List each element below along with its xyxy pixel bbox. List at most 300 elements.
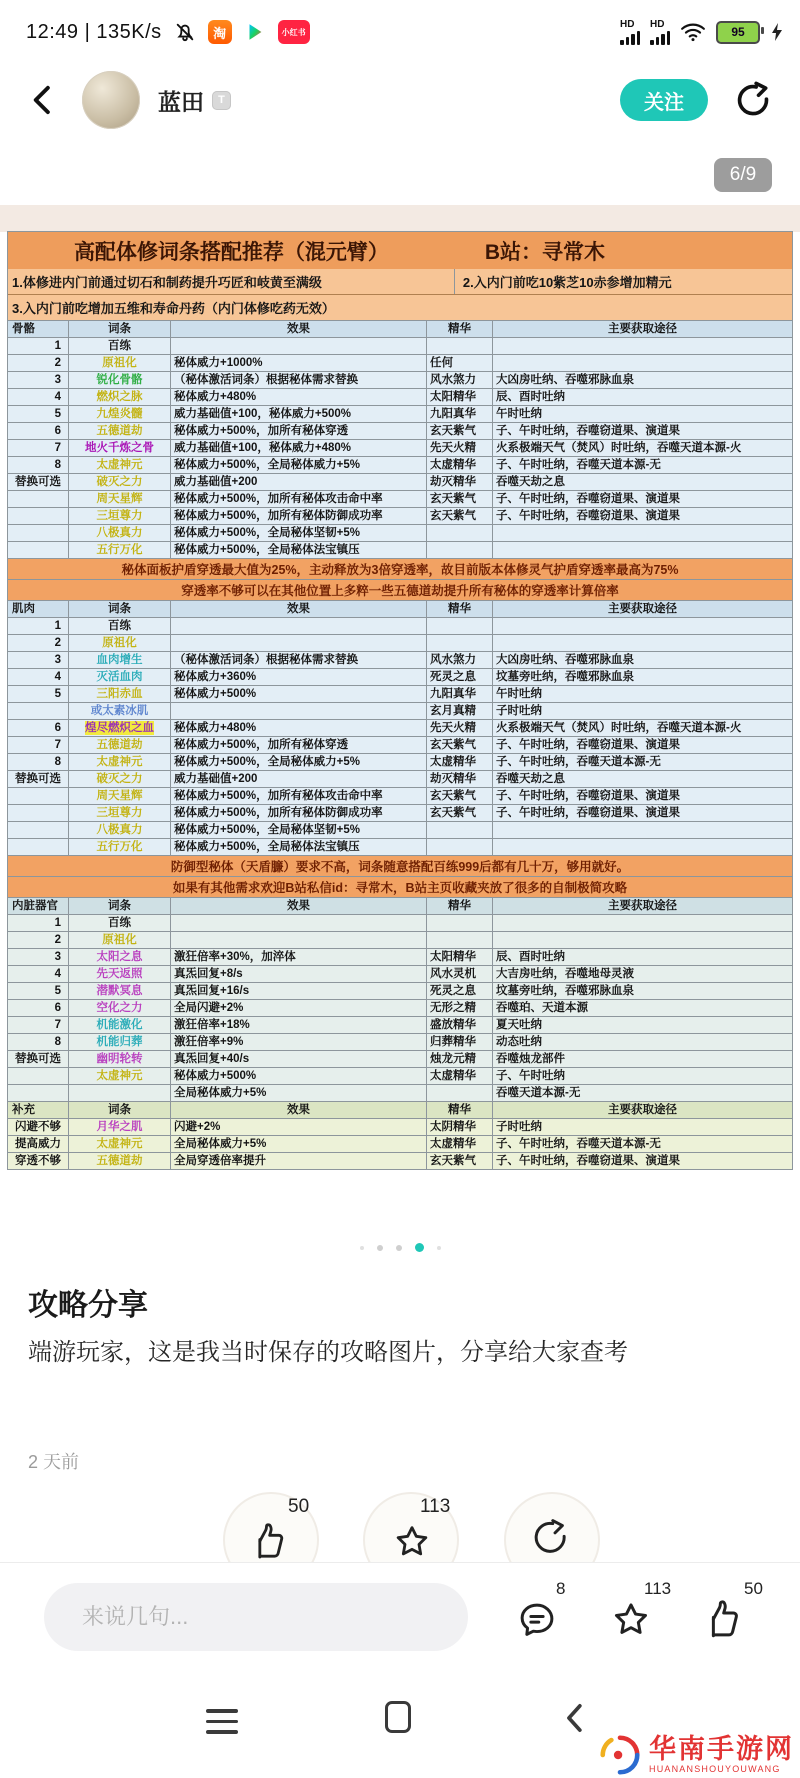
guide-title-row bbox=[8, 232, 792, 269]
row-effect: 秘体威力+360% bbox=[170, 668, 426, 685]
row-effect: 威力基础值+100，秘体威力+480% bbox=[170, 439, 426, 456]
table-row bbox=[8, 371, 792, 388]
row-term: 九煌炎髓 bbox=[68, 405, 170, 422]
row-essence: 太虚精华 bbox=[426, 1135, 492, 1152]
row-source bbox=[492, 634, 792, 651]
col-effect: 效果 bbox=[170, 600, 426, 617]
section-name: 补充 bbox=[8, 1101, 68, 1118]
row-effect: 秘体威力+500%，全局秘体法宝镇压 bbox=[170, 541, 426, 558]
taobao-app-icon: 淘 bbox=[208, 20, 232, 44]
table-row bbox=[8, 634, 792, 651]
row-label: 提高威力 bbox=[8, 1135, 68, 1152]
row-label: 8 bbox=[8, 456, 68, 473]
row-term: 锐化骨骼 bbox=[68, 371, 170, 388]
row-term bbox=[68, 1084, 170, 1101]
row-effect bbox=[170, 931, 426, 948]
row-essence: 玄天紫气 bbox=[426, 490, 492, 507]
row-label bbox=[8, 1067, 68, 1084]
row-essence: 盛放精华 bbox=[426, 1016, 492, 1033]
row-source: 大凶房吐纳、吞噬邪脉血泉 bbox=[492, 651, 792, 668]
row-source: 坟墓旁吐纳，吞噬邪脉血泉 bbox=[492, 982, 792, 999]
row-label: 8 bbox=[8, 1033, 68, 1050]
row-source: 子、午时吐纳，吞噬窃道果、演道果 bbox=[492, 804, 792, 821]
row-source: 吞噬珀、天道本源 bbox=[492, 999, 792, 1016]
row-effect: （秘体激活词条）根据秘体需求替换 bbox=[170, 371, 426, 388]
row-source: 动态吐纳 bbox=[492, 1033, 792, 1050]
row-term: 三垣尊力 bbox=[68, 804, 170, 821]
col-source: 主要获取途径 bbox=[492, 897, 792, 914]
row-label bbox=[8, 804, 68, 821]
row-term: 空化之力 bbox=[68, 999, 170, 1016]
row-term: 血肉增生 bbox=[68, 651, 170, 668]
row-term: 八极真力 bbox=[68, 821, 170, 838]
row-effect bbox=[170, 617, 426, 634]
guide-top-notes: 1.体修进内门前通过切石和制药提升巧匠和岐黄至满级 2.入内门前吃10紫芝10赤参增加精元 bbox=[8, 269, 792, 294]
row-effect: 秘体威力+500%，全局秘体坚韧+5% bbox=[170, 524, 426, 541]
pager-dot bbox=[437, 1246, 441, 1250]
row-essence: 太阴精华 bbox=[426, 1118, 492, 1135]
row-essence bbox=[426, 634, 492, 651]
table-row bbox=[8, 982, 792, 999]
row-effect: 秘体威力+500%，加所有秘体防御成功率 bbox=[170, 507, 426, 524]
row-term: 原祖化 bbox=[68, 634, 170, 651]
row-label bbox=[8, 507, 68, 524]
row-label: 6 bbox=[8, 422, 68, 439]
row-effect: 全局闪避+2% bbox=[170, 999, 426, 1016]
image-counter-badge: 6/9 bbox=[714, 158, 772, 192]
col-term: 词条 bbox=[68, 320, 170, 337]
guide-title-author: B站：寻常木 bbox=[484, 240, 606, 264]
row-term: 五德道劫 bbox=[68, 1152, 170, 1169]
row-term: 月华之肌 bbox=[68, 1118, 170, 1135]
table-row bbox=[8, 787, 792, 804]
row-essence: 无形之精 bbox=[426, 999, 492, 1016]
row-term: 地火千炼之骨 bbox=[68, 439, 170, 456]
follow-button[interactable]: 关注 bbox=[620, 79, 708, 121]
row-label: 6 bbox=[8, 999, 68, 1016]
back-button[interactable] bbox=[28, 83, 58, 117]
row-essence: 烛龙元精 bbox=[426, 1050, 492, 1067]
row-label: 2 bbox=[8, 931, 68, 948]
row-essence bbox=[426, 617, 492, 634]
row-term: 百练 bbox=[68, 914, 170, 931]
row-term: 燃炽之脉 bbox=[68, 388, 170, 405]
row-term: 机能归葬 bbox=[68, 1033, 170, 1050]
table-row bbox=[8, 821, 792, 838]
row-essence: 玄月真精 bbox=[426, 702, 492, 719]
post-title: 攻略分享 bbox=[28, 1289, 148, 1322]
row-label bbox=[8, 787, 68, 804]
col-essence: 精华 bbox=[426, 1101, 492, 1118]
table-section bbox=[8, 320, 792, 600]
row-essence bbox=[426, 541, 492, 558]
table-row bbox=[8, 405, 792, 422]
table-row bbox=[8, 490, 792, 507]
row-essence: 玄天紫气 bbox=[426, 804, 492, 821]
row-label bbox=[8, 490, 68, 507]
table-row bbox=[8, 456, 792, 473]
share-button[interactable] bbox=[734, 81, 772, 119]
row-essence bbox=[426, 1084, 492, 1101]
row-source: 吞噬天道本源-无 bbox=[492, 1084, 792, 1101]
row-effect: 秘体威力+500%，加所有秘体防御成功率 bbox=[170, 804, 426, 821]
col-term: 词条 bbox=[68, 600, 170, 617]
row-label: 3 bbox=[8, 948, 68, 965]
row-essence: 死灵之息 bbox=[426, 982, 492, 999]
row-label bbox=[8, 524, 68, 541]
col-term: 词条 bbox=[68, 1101, 170, 1118]
row-essence: 太虚精华 bbox=[426, 753, 492, 770]
row-source: 子、午时吐纳 bbox=[492, 1067, 792, 1084]
status-bar bbox=[26, 12, 784, 52]
row-term: 破灭之力 bbox=[68, 770, 170, 787]
section-note: 防御型秘体（天盾臁）要求不高，词条随意搭配百练999后都有几十万，够用就好。 bbox=[8, 855, 792, 876]
row-effect: 秘体威力+500% bbox=[170, 1067, 426, 1084]
row-effect: 秘体威力+500%，全局秘体法宝镇压 bbox=[170, 838, 426, 855]
row-source: 辰、酉时吐纳 bbox=[492, 948, 792, 965]
row-label: 3 bbox=[8, 371, 68, 388]
row-term: 灭活血肉 bbox=[68, 668, 170, 685]
nav-home-button[interactable] bbox=[385, 1701, 411, 1733]
row-effect: 威力基础值+200 bbox=[170, 770, 426, 787]
cell-signal-icon-2: HD bbox=[650, 20, 670, 45]
row-source: 吞噬天劫之息 bbox=[492, 473, 792, 490]
table-row bbox=[8, 702, 792, 719]
row-effect: 秘体威力+500%，加所有秘体攻击命中率 bbox=[170, 787, 426, 804]
row-label: 闪避不够 bbox=[8, 1118, 68, 1135]
comment-count: 8 bbox=[556, 1579, 566, 1598]
row-effect: 秘体威力+500%，加所有秘体攻击命中率 bbox=[170, 490, 426, 507]
nav-menu-button[interactable] bbox=[206, 1709, 238, 1741]
row-source: 火系极端天气（焚风）时吐纳，吞噬天道本源-火 bbox=[492, 439, 792, 456]
col-essence: 精华 bbox=[426, 600, 492, 617]
row-source: 辰、酉时吐纳 bbox=[492, 388, 792, 405]
row-term: 太阳之息 bbox=[68, 948, 170, 965]
row-essence: 风水煞力 bbox=[426, 651, 492, 668]
pager-dot bbox=[377, 1245, 383, 1251]
wifi-icon bbox=[680, 21, 706, 43]
row-source: 子、午时吐纳，吞噬窃道果、演道果 bbox=[492, 787, 792, 804]
battery-icon: 95 bbox=[716, 21, 760, 44]
like-count-bar: 50 bbox=[744, 1579, 763, 1598]
row-effect: 威力基础值+100，秘体威力+500% bbox=[170, 405, 426, 422]
table-row bbox=[8, 838, 792, 855]
row-source: 子、午时吐纳，吞噬窃道果、演道果 bbox=[492, 490, 792, 507]
thumb-up-icon[interactable] bbox=[249, 1522, 289, 1562]
collect-count-bar: 113 bbox=[644, 1579, 672, 1598]
row-term: 原祖化 bbox=[68, 354, 170, 371]
row-term: 五德道劫 bbox=[68, 422, 170, 439]
row-label: 5 bbox=[8, 405, 68, 422]
row-label: 7 bbox=[8, 736, 68, 753]
row-essence: 先天火精 bbox=[426, 719, 492, 736]
col-effect: 效果 bbox=[170, 897, 426, 914]
row-term: 周天星辉 bbox=[68, 787, 170, 804]
row-source: 子、午时吐纳，吞噬窃道果、演道果 bbox=[492, 422, 792, 439]
watermark bbox=[597, 1732, 794, 1778]
row-effect: 秘体威力+500% bbox=[170, 685, 426, 702]
row-essence: 风水煞力 bbox=[426, 371, 492, 388]
row-label bbox=[8, 821, 68, 838]
row-term: 百练 bbox=[68, 337, 170, 354]
row-label: 1 bbox=[8, 337, 68, 354]
post-timestamp: 2 天前 bbox=[28, 1452, 80, 1472]
username[interactable]: 蓝田 bbox=[158, 88, 204, 115]
table-row bbox=[8, 804, 792, 821]
row-label bbox=[8, 541, 68, 558]
star-icon-bar[interactable] bbox=[610, 1599, 652, 1641]
row-essence: 玄天紫气 bbox=[426, 1152, 492, 1169]
section-note: 秘体面板护盾穿透最大值为25%，主动释放为3倍穿透率，故目前版本体修灵气护盾穿透率最高为75% bbox=[8, 558, 792, 579]
row-essence: 任何 bbox=[426, 354, 492, 371]
row-effect: 真炁回复+16/s bbox=[170, 982, 426, 999]
table-row bbox=[8, 651, 792, 668]
row-source bbox=[492, 354, 792, 371]
row-source: 子时吐纳 bbox=[492, 1118, 792, 1135]
row-term: 三垣尊力 bbox=[68, 507, 170, 524]
nav-back-button[interactable] bbox=[562, 1701, 588, 1735]
star-icon[interactable] bbox=[392, 1522, 432, 1562]
section-header-row bbox=[8, 897, 792, 914]
avatar[interactable] bbox=[82, 71, 140, 129]
table-section bbox=[8, 897, 792, 1101]
table-row bbox=[8, 1067, 792, 1084]
row-essence bbox=[426, 914, 492, 931]
row-source: 午时吐纳 bbox=[492, 685, 792, 702]
table-sections bbox=[8, 320, 792, 1169]
table-row bbox=[8, 736, 792, 753]
row-effect bbox=[170, 634, 426, 651]
row-effect: 秘体威力+500%，全局秘体威力+5% bbox=[170, 456, 426, 473]
row-term: 百练 bbox=[68, 617, 170, 634]
table-row bbox=[8, 1118, 792, 1135]
row-term: 五行万化 bbox=[68, 838, 170, 855]
guide-image[interactable] bbox=[7, 231, 793, 1170]
row-label: 8 bbox=[8, 753, 68, 770]
table-row bbox=[8, 1084, 792, 1101]
collect-count: 113 bbox=[420, 1496, 451, 1517]
row-effect: 秘体威力+500%，全局秘体威力+5% bbox=[170, 753, 426, 770]
table-row bbox=[8, 524, 792, 541]
table-row bbox=[8, 439, 792, 456]
row-label: 2 bbox=[8, 634, 68, 651]
row-label: 7 bbox=[8, 439, 68, 456]
table-row bbox=[8, 422, 792, 439]
row-label: 4 bbox=[8, 668, 68, 685]
row-term: 原祖化 bbox=[68, 931, 170, 948]
row-source: 大凶房吐纳、吞噬邪脉血泉 bbox=[492, 371, 792, 388]
table-section bbox=[8, 1101, 792, 1169]
row-effect bbox=[170, 914, 426, 931]
row-term: 破灭之力 bbox=[68, 473, 170, 490]
table-row bbox=[8, 770, 792, 787]
row-essence: 风水灵机 bbox=[426, 965, 492, 982]
row-effect: 激狂倍率+18% bbox=[170, 1016, 426, 1033]
row-label: 2 bbox=[8, 354, 68, 371]
row-source: 火系极端天气（焚风）时吐纳，吞噬天道本源-火 bbox=[492, 719, 792, 736]
row-effect: 秘体威力+480% bbox=[170, 388, 426, 405]
col-source: 主要获取途径 bbox=[492, 1101, 792, 1118]
guide-title: 高配体修词条搭配推荐（混元臂） bbox=[73, 240, 389, 264]
comment-input[interactable] bbox=[80, 1603, 424, 1631]
row-label bbox=[8, 702, 68, 719]
comment-bubble-icon[interactable] bbox=[516, 1599, 558, 1641]
pager-dot bbox=[360, 1246, 364, 1250]
row-effect: 秘体威力+500%，全局秘体坚韧+5% bbox=[170, 821, 426, 838]
row-source: 子、午时吐纳，吞噬天道本源-无 bbox=[492, 456, 792, 473]
row-effect: 激狂倍率+9% bbox=[170, 1033, 426, 1050]
row-source: 子、午时吐纳，吞噬窃道果、演道果 bbox=[492, 1152, 792, 1169]
row-term: 八极真力 bbox=[68, 524, 170, 541]
row-term: 五德道劫 bbox=[68, 736, 170, 753]
row-label: 5 bbox=[8, 982, 68, 999]
row-label: 替换可选 bbox=[8, 473, 68, 490]
row-term: 太虚神元 bbox=[68, 1067, 170, 1084]
row-source bbox=[492, 821, 792, 838]
col-effect: 效果 bbox=[170, 320, 426, 337]
table-row bbox=[8, 1135, 792, 1152]
row-essence bbox=[426, 821, 492, 838]
post-body: 端游玩家，这是我当时保存的攻略图片，分享给大家查考 bbox=[28, 1339, 628, 1366]
row-source: 子、午时吐纳，吞噬天道本源-无 bbox=[492, 753, 792, 770]
row-term: 幽明轮转 bbox=[68, 1050, 170, 1067]
row-essence bbox=[426, 931, 492, 948]
row-term: 太虚神元 bbox=[68, 1135, 170, 1152]
row-label bbox=[8, 838, 68, 855]
row-effect: 全局秘体威力+5% bbox=[170, 1084, 426, 1101]
section-header-row bbox=[8, 320, 792, 337]
col-source: 主要获取途径 bbox=[492, 320, 792, 337]
table-row bbox=[8, 668, 792, 685]
section-name: 骨骼 bbox=[8, 320, 68, 337]
table-row bbox=[8, 354, 792, 371]
row-term: 机能激化 bbox=[68, 1016, 170, 1033]
table-row bbox=[8, 914, 792, 931]
row-source: 子时吐纳 bbox=[492, 702, 792, 719]
section-header-row bbox=[8, 600, 792, 617]
section-name: 肌肉 bbox=[8, 600, 68, 617]
video-play-app-icon bbox=[244, 21, 266, 43]
row-effect: 秘体威力+480% bbox=[170, 719, 426, 736]
row-label: 5 bbox=[8, 685, 68, 702]
row-term: 潜默冥息 bbox=[68, 982, 170, 999]
table-row bbox=[8, 948, 792, 965]
watermark-name: 华南手游网 bbox=[649, 1733, 794, 1764]
row-term: 三阳赤血 bbox=[68, 685, 170, 702]
row-source bbox=[492, 541, 792, 558]
xiaohongshu-app-icon: 小红书 bbox=[278, 20, 310, 44]
row-label: 6 bbox=[8, 719, 68, 736]
col-effect: 效果 bbox=[170, 1101, 426, 1118]
row-source: 子、午时吐纳，吞噬窃道果、演道果 bbox=[492, 507, 792, 524]
row-effect: （秘体激活词条）根据秘体需求替换 bbox=[170, 651, 426, 668]
row-source: 大吉房吐纳，吞噬地母灵液 bbox=[492, 965, 792, 982]
guide-top-note-3: 3.入内门前吃增加五维和寿命丹药（内门体修吃药无效） bbox=[8, 294, 792, 320]
row-label: 4 bbox=[8, 388, 68, 405]
row-effect bbox=[170, 702, 426, 719]
row-essence: 玄天紫气 bbox=[426, 422, 492, 439]
charging-bolt-icon bbox=[770, 22, 784, 42]
row-essence: 玄天紫气 bbox=[426, 507, 492, 524]
like-count: 50 bbox=[288, 1496, 310, 1517]
row-essence: 玄天紫气 bbox=[426, 736, 492, 753]
pager-dot-active bbox=[415, 1243, 424, 1252]
row-label: 3 bbox=[8, 651, 68, 668]
row-essence: 太阳精华 bbox=[426, 948, 492, 965]
watermark-logo-icon bbox=[597, 1732, 643, 1778]
comment-input-pill[interactable] bbox=[44, 1583, 468, 1651]
row-effect: 秘体威力+500%，加所有秘体穿透 bbox=[170, 422, 426, 439]
row-source bbox=[492, 617, 792, 634]
row-source: 子、午时吐纳，吞噬天道本源-无 bbox=[492, 1135, 792, 1152]
table-row bbox=[8, 719, 792, 736]
row-term: 太虚神元 bbox=[68, 456, 170, 473]
cell-signal-icon-1: HD bbox=[620, 20, 640, 45]
row-essence: 归葬精华 bbox=[426, 1033, 492, 1050]
row-effect: 真炁回复+40/s bbox=[170, 1050, 426, 1067]
row-effect: 激狂倍率+30%，加淬体 bbox=[170, 948, 426, 965]
row-label: 1 bbox=[8, 617, 68, 634]
row-effect bbox=[170, 337, 426, 354]
thumb-up-icon-bar[interactable] bbox=[702, 1599, 744, 1641]
table-row bbox=[8, 507, 792, 524]
table-row bbox=[8, 685, 792, 702]
row-effect: 真炁回复+8/s bbox=[170, 965, 426, 982]
row-effect: 威力基础值+200 bbox=[170, 473, 426, 490]
row-essence: 劫灭精华 bbox=[426, 770, 492, 787]
row-source: 夏天吐纳 bbox=[492, 1016, 792, 1033]
col-source: 主要获取途径 bbox=[492, 600, 792, 617]
row-source bbox=[492, 524, 792, 541]
table-row bbox=[8, 753, 792, 770]
row-effect: 闪避+2% bbox=[170, 1118, 426, 1135]
row-term: 煌尽燃炽之血 bbox=[68, 719, 170, 736]
row-essence: 玄天紫气 bbox=[426, 787, 492, 804]
row-source bbox=[492, 914, 792, 931]
row-label: 穿透不够 bbox=[8, 1152, 68, 1169]
table-row bbox=[8, 1016, 792, 1033]
row-source bbox=[492, 337, 792, 354]
table-row bbox=[8, 1050, 792, 1067]
row-term: 五行万化 bbox=[68, 541, 170, 558]
table-row bbox=[8, 1033, 792, 1050]
table-row bbox=[8, 337, 792, 354]
row-label: 4 bbox=[8, 965, 68, 982]
row-essence: 太阳精华 bbox=[426, 388, 492, 405]
row-term: 或太素冰肌 bbox=[68, 702, 170, 719]
row-term: 太虚神元 bbox=[68, 753, 170, 770]
row-essence bbox=[426, 838, 492, 855]
section-note: 如果有其他需求欢迎B站私信id：寻常木，B站主页收藏夹放了很多的自制极简攻略 bbox=[8, 876, 792, 897]
row-essence: 先天火精 bbox=[426, 439, 492, 456]
col-essence: 精华 bbox=[426, 320, 492, 337]
row-source bbox=[492, 931, 792, 948]
row-essence: 太虚精华 bbox=[426, 456, 492, 473]
section-header-row bbox=[8, 1101, 792, 1118]
row-effect: 秘体威力+1000% bbox=[170, 354, 426, 371]
row-effect: 全局穿透倍率提升 bbox=[170, 1152, 426, 1169]
table-row bbox=[8, 473, 792, 490]
row-source: 坟墓旁吐纳，吞噬邪脉血泉 bbox=[492, 668, 792, 685]
muted-bell-icon bbox=[174, 21, 196, 43]
table-row bbox=[8, 1152, 792, 1169]
col-term: 词条 bbox=[68, 897, 170, 914]
share-arrow-icon[interactable] bbox=[530, 1518, 572, 1560]
section-name: 内脏器官 bbox=[8, 897, 68, 914]
row-essence bbox=[426, 524, 492, 541]
clock-and-netspeed: 12:49 | 135K/s bbox=[26, 20, 162, 43]
col-essence: 精华 bbox=[426, 897, 492, 914]
